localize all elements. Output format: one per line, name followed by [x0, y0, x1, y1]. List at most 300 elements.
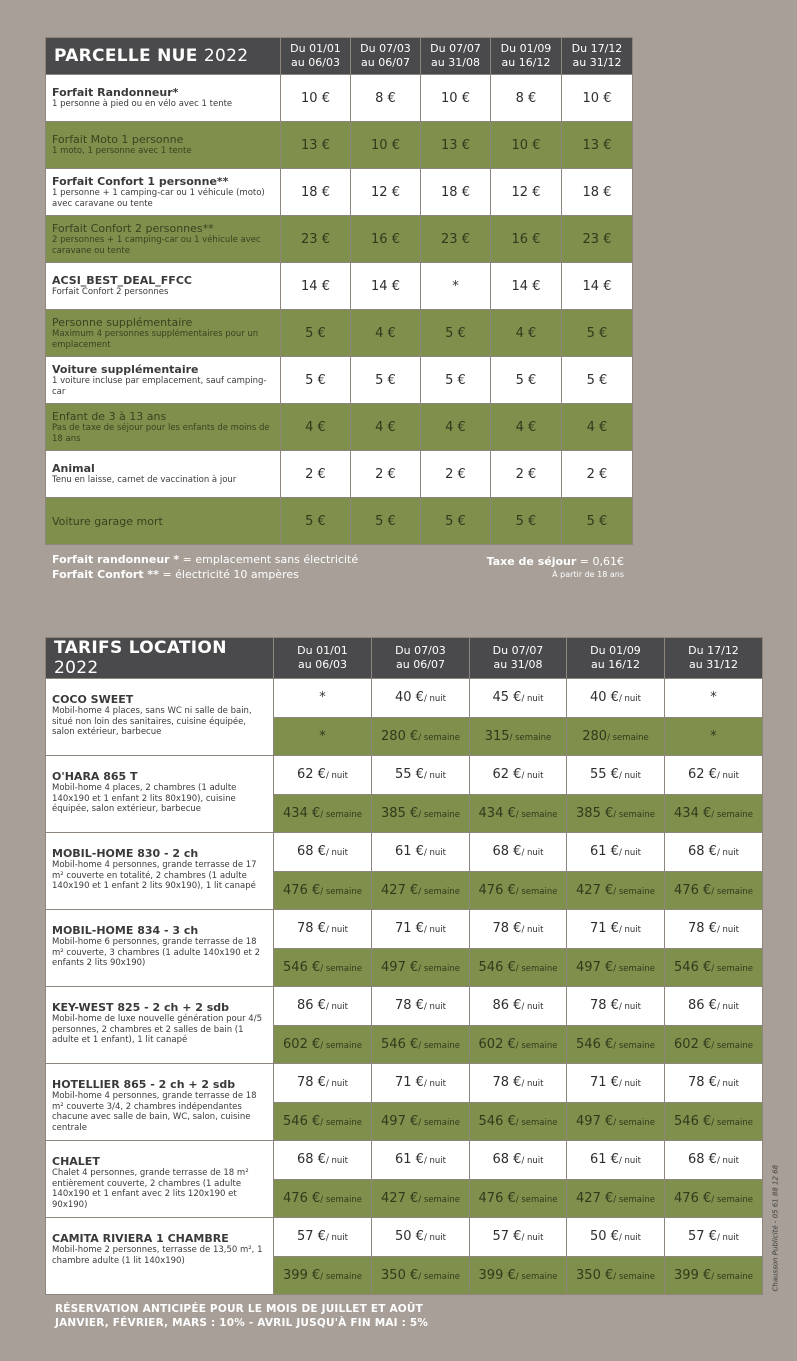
location-item-desc: Mobil-home 4 personnes, grande terrasse de 18 m² couverte 3/4, 2 chambres indépendantes chacune avec salle de bain, WC, salon, cuisine centrale — [52, 1091, 257, 1133]
parcelle-price: 2 € — [421, 451, 491, 498]
location-item-desc: Mobil-home 6 personnes, grande terrasse de 18 m² couverte, 3 chambres (1 adulte 140x190 et 2 enfants 2 lits 90x190) — [52, 937, 260, 968]
price-value: 476 € — [478, 882, 516, 898]
parcelle-row-name: Forfait Randonneur* — [52, 86, 179, 100]
price-unit: / semaine — [320, 1271, 362, 1282]
location-price-week — [665, 717, 763, 756]
location-price-week — [567, 1256, 665, 1295]
price-unit: / semaine — [320, 1117, 362, 1128]
location-price-night — [665, 1064, 763, 1103]
location-price-week — [274, 1256, 372, 1295]
price-unit: / nuit — [325, 925, 348, 936]
price-value: 399 € — [674, 1267, 712, 1283]
parcelle-row-label — [46, 451, 281, 498]
location-price-night — [372, 756, 470, 795]
price-value: 68 € — [297, 844, 326, 860]
location-period-3: Du 07/07 au 31/08 — [470, 638, 567, 679]
location-item-desc: Mobil-home 4 places, sans WC ni salle de bain, situé non loin des sanitaires, cuisine équipée, salon extérieur, barbecue — [52, 706, 252, 737]
location-item-label — [46, 910, 274, 987]
price-unit: / semaine — [515, 1117, 558, 1128]
price-value: 434 € — [478, 805, 516, 821]
tarifs-location-table — [45, 637, 763, 1295]
price-unit: / nuit — [618, 1002, 641, 1013]
parcelle-period-2: Du 07/03 au 06/07 — [351, 38, 421, 75]
location-price-week — [372, 794, 470, 833]
price-unit: / semaine — [711, 886, 753, 897]
location-price-week — [372, 717, 470, 756]
price-value: 315 — [484, 728, 510, 744]
parcelle-row-name: Voiture supplémentaire — [52, 363, 199, 376]
price-value: 434 € — [283, 805, 321, 821]
price-unit: / semaine — [613, 886, 655, 897]
location-price-night — [470, 987, 567, 1026]
location-price-night — [372, 1064, 470, 1103]
reservation-line-1: RÉSERVATION ANTICIPÉE POUR LE MOIS DE JUILLET ET AOÛT — [55, 1303, 424, 1315]
parcelle-title — [46, 38, 281, 75]
location-item-desc: Mobil-home 4 places, 2 chambres (1 adulte 140x190 et 1 enfant 2 lits 80x190), cuisine équipée, salon extérieur, barbecue — [52, 783, 237, 814]
price-unit: / semaine — [320, 886, 362, 897]
location-price-night — [665, 833, 763, 872]
location-price-night — [470, 1141, 567, 1180]
price-value: 61 € — [590, 1152, 619, 1168]
parcelle-price: 10 € — [351, 122, 421, 169]
location-price-night — [274, 987, 372, 1026]
parcelle-price: * — [421, 263, 491, 310]
parcelle-price: 12 € — [351, 169, 421, 216]
location-price-week — [274, 1179, 372, 1218]
parcelle-row-label — [46, 263, 281, 310]
location-row-night — [46, 987, 763, 1026]
parcelle-row — [46, 451, 633, 498]
price-unit: / nuit — [423, 771, 446, 782]
parcelle-nue-table — [45, 37, 633, 545]
price-value: 399 € — [478, 1267, 516, 1283]
parcelle-price: 8 € — [491, 75, 562, 122]
location-item-name: HOTELLIER 865 - 2 ch + 2 sdb — [52, 1078, 236, 1091]
location-price-night — [567, 756, 665, 795]
location-price-week — [665, 1102, 763, 1141]
parcelle-price: 4 € — [562, 404, 633, 451]
price-value: 78 € — [297, 921, 326, 937]
price-value: 280 — [582, 728, 608, 744]
taxe-sejour-sub: À partir de 18 ans — [552, 570, 624, 579]
parcelle-row-name: Enfant de 3 à 13 ans — [52, 410, 167, 423]
location-price-week — [470, 1025, 567, 1064]
parcelle-price: 5 € — [421, 498, 491, 545]
parcelle-price: 4 € — [351, 310, 421, 357]
price-unit: / nuit — [716, 1156, 739, 1167]
location-price-night — [567, 1064, 665, 1103]
location-price-week — [372, 871, 470, 910]
price-unit: / nuit — [423, 925, 446, 936]
parcelle-price: 16 € — [491, 216, 562, 263]
price-unit: / semaine — [613, 1194, 655, 1205]
location-price-week — [372, 1025, 470, 1064]
price-unit: / semaine — [613, 963, 655, 974]
price-unit: / nuit — [423, 1156, 446, 1167]
location-row-night — [46, 1064, 763, 1103]
location-item-name: MOBIL-HOME 830 - 2 ch — [52, 847, 199, 860]
price-value: 399 € — [283, 1267, 321, 1283]
price-value: 78 € — [297, 1075, 326, 1091]
parcelle-price: 5 € — [421, 310, 491, 357]
price-value: 55 € — [395, 767, 424, 783]
price-value: 68 € — [297, 1152, 326, 1168]
price-unit: / nuit — [423, 1002, 446, 1013]
price-value: 497 € — [381, 1113, 419, 1129]
location-price-week — [470, 717, 567, 756]
location-price-week — [470, 871, 567, 910]
price-unit: / nuit — [325, 1079, 348, 1090]
location-price-night — [665, 756, 763, 795]
location-price-night — [567, 1141, 665, 1180]
location-item-desc: Mobil-home 2 personnes, terrasse de 13,50 m², 1 chambre adulte (1 lit 140x190) — [52, 1245, 263, 1266]
parcelle-price: 5 € — [351, 498, 421, 545]
price-unit: / nuit — [521, 771, 544, 782]
parcelle-row — [46, 75, 633, 122]
price-value: 55 € — [590, 767, 619, 783]
parcelle-price: 5 € — [562, 310, 633, 357]
parcelle-price: 16 € — [351, 216, 421, 263]
location-row-night — [46, 756, 763, 795]
price-value: 476 € — [283, 1190, 321, 1206]
credit-text: Chausson Publicité - 05 61 88 12 68 — [771, 1164, 780, 1292]
location-title-text: TARIFS LOCATION — [54, 638, 227, 658]
parcelle-price: 5 € — [491, 357, 562, 404]
location-price-night — [665, 987, 763, 1026]
price-unit: / semaine — [711, 1194, 753, 1205]
parcelle-row — [46, 169, 633, 216]
price-value: 86 € — [492, 998, 522, 1014]
price-value: 78 € — [688, 921, 717, 937]
parcelle-price: 4 € — [491, 404, 562, 451]
price-unit: / semaine — [515, 963, 558, 974]
parcelle-row-desc: 1 personne à pied ou en vélo avec 1 tente — [52, 99, 233, 110]
parcelle-price: 4 € — [351, 404, 421, 451]
price-value: 546 € — [478, 959, 516, 975]
price-value: 71 € — [395, 921, 424, 937]
location-price-week — [567, 871, 665, 910]
location-price-night — [665, 679, 763, 718]
price-unit: / semaine — [613, 1040, 655, 1051]
price-value: 45 € — [492, 690, 522, 706]
parcelle-row-name: Animal — [52, 462, 95, 476]
price-unit: / semaine — [320, 963, 362, 974]
location-price-night — [372, 833, 470, 872]
location-price-night — [470, 1218, 567, 1257]
price-unit: / nuit — [325, 771, 348, 782]
price-unit: / nuit — [618, 694, 641, 705]
parcelle-period-3: Du 07/07 au 31/08 — [421, 38, 491, 75]
price-value: 427 € — [381, 882, 419, 898]
parcelle-row — [46, 263, 633, 310]
location-price-night — [372, 987, 470, 1026]
location-year: 2022 — [54, 658, 99, 678]
location-price-week — [665, 1179, 763, 1218]
location-period-2: Du 07/03 au 06/07 — [372, 638, 470, 679]
price-unit: / nuit — [716, 771, 739, 782]
price-unit: / nuit — [716, 848, 739, 859]
price-unit: / nuit — [618, 771, 641, 782]
parcelle-price: 5 € — [351, 357, 421, 404]
price-unit: / nuit — [521, 1156, 544, 1167]
location-price-week — [274, 871, 372, 910]
price-unit: / nuit — [618, 925, 641, 936]
parcelle-price: 18 € — [421, 169, 491, 216]
price-unit: / nuit — [618, 1233, 641, 1244]
parcelle-price: 23 € — [421, 216, 491, 263]
price-unit: / nuit — [618, 1156, 641, 1167]
price-value: 57 € — [492, 1229, 522, 1245]
location-price-night — [665, 910, 763, 949]
price-value: 62 € — [492, 767, 522, 783]
price-unit: / semaine — [515, 809, 558, 820]
parcelle-price: 5 € — [281, 498, 351, 545]
parcelle-row-desc: 1 voiture incluse par emplacement, sauf camping-car — [52, 376, 267, 397]
location-price-week — [567, 948, 665, 987]
parcelle-price: 4 € — [281, 404, 351, 451]
price-value: 476 € — [283, 882, 321, 898]
location-price-week — [274, 948, 372, 987]
price-value: 497 € — [576, 1113, 614, 1129]
location-price-night — [372, 679, 470, 718]
parcelle-row-desc: Forfait Confort 2 personnes — [52, 287, 169, 298]
price-value: 427 € — [576, 882, 614, 898]
price-value: 57 € — [688, 1229, 717, 1245]
price-unit: / nuit — [521, 1233, 544, 1244]
parcelle-price: 2 € — [562, 451, 633, 498]
location-price-night — [372, 910, 470, 949]
price-value: 546 € — [283, 1113, 321, 1129]
location-price-night — [470, 679, 567, 718]
parcelle-row-desc: Tenu en laisse, carnet de vaccination à jour — [52, 475, 237, 486]
location-item-name: COCO SWEET — [52, 693, 134, 706]
parcelle-row-name: Voiture garage mort — [52, 514, 163, 528]
price-unit: / semaine — [418, 886, 460, 897]
price-unit: / nuit — [716, 1079, 739, 1090]
credit-vertical — [768, 1160, 782, 1295]
location-price-night — [470, 910, 567, 949]
parcelle-price: 13 € — [421, 122, 491, 169]
price-value: 546 € — [674, 959, 712, 975]
price-unit: / nuit — [521, 925, 544, 936]
price-value: 602 € — [478, 1036, 516, 1052]
price-unit: / semaine — [418, 1271, 460, 1282]
parcelle-price: 2 € — [351, 451, 421, 498]
location-price-night — [372, 1141, 470, 1180]
price-value: 546 € — [381, 1036, 419, 1052]
location-price-night — [665, 1218, 763, 1257]
price-value: 68 € — [492, 844, 522, 860]
price-unit: / nuit — [423, 694, 446, 705]
parcelle-price: 14 € — [281, 263, 351, 310]
parcelle-period-5: Du 17/12 au 31/12 — [562, 38, 633, 75]
price-unit: / semaine — [515, 886, 558, 897]
location-price-week — [665, 871, 763, 910]
price-value: 497 € — [381, 959, 419, 975]
location-item-name: CAMITA RIVIERA 1 CHAMBRE — [52, 1232, 229, 1245]
location-price-week — [274, 794, 372, 833]
price-unit: / nuit — [521, 694, 544, 705]
price-value: 385 € — [576, 805, 614, 821]
parcelle-row-desc: 1 personne + 1 camping-car ou 1 véhicule (moto) avec caravane ou tente — [52, 188, 265, 209]
parcelle-row-desc: Maximum 4 personnes supplémentaires pour un emplacement — [52, 329, 259, 350]
price-unit: / semaine — [607, 732, 649, 743]
parcelle-price: 14 € — [491, 263, 562, 310]
price-value: 427 € — [381, 1190, 419, 1206]
parcelle-price: 2 € — [491, 451, 562, 498]
location-price-week — [567, 1102, 665, 1141]
parcelle-title-text: PARCELLE NUE — [54, 46, 198, 66]
parcelle-price: 10 € — [421, 75, 491, 122]
location-item-name: O'HARA 865 T — [52, 770, 138, 783]
price-unit: / semaine — [418, 1117, 460, 1128]
location-item-desc: Mobil-home de luxe nouvelle génération pour 4/5 personnes, 2 chambres et 2 salles de bain (1 adulte et 1 enfant), 1 lit canapé — [52, 1014, 262, 1045]
price-unit: / semaine — [613, 1117, 655, 1128]
parcelle-price: 5 € — [562, 357, 633, 404]
price-value: 476 € — [674, 882, 712, 898]
price-value: 350 € — [576, 1267, 614, 1283]
parcelle-price: 23 € — [562, 216, 633, 263]
location-item-name: CHALET — [52, 1155, 100, 1168]
price-unit: / semaine — [320, 1040, 362, 1051]
price-unit: / nuit — [325, 1002, 348, 1013]
price-unit: / semaine — [418, 1194, 460, 1205]
reservation-note — [55, 1302, 428, 1330]
price-value: 78 € — [395, 998, 424, 1014]
note-randonneur: Forfait randonneur * = emplacement sans électricité — [52, 553, 359, 566]
parcelle-price: 5 € — [281, 310, 351, 357]
parcelle-price: 2 € — [281, 451, 351, 498]
parcelle-period-1: Du 01/01 au 06/03 — [281, 38, 351, 75]
price-value: 78 € — [688, 1075, 717, 1091]
price-value: 40 € — [590, 690, 619, 706]
location-price-night — [372, 1218, 470, 1257]
price-unit: / nuit — [716, 1002, 739, 1013]
price-unit: / nuit — [423, 1233, 446, 1244]
location-price-week — [372, 1256, 470, 1295]
price-value: 427 € — [576, 1190, 614, 1206]
location-price-night — [470, 833, 567, 872]
price-value: 476 € — [478, 1190, 516, 1206]
location-price-week — [665, 1256, 763, 1295]
price-value: 86 € — [297, 998, 326, 1014]
price-value: * — [319, 690, 326, 706]
price-value: 71 € — [395, 1075, 424, 1091]
parcelle-price: 5 € — [491, 498, 562, 545]
location-item-label — [46, 1141, 274, 1218]
location-price-week — [470, 948, 567, 987]
parcelle-row-name: Forfait Moto 1 personne — [52, 133, 184, 147]
price-unit: / nuit — [325, 1156, 348, 1167]
location-price-night — [274, 1218, 372, 1257]
location-row-night — [46, 833, 763, 872]
price-value: 61 € — [590, 844, 619, 860]
parcelle-price: 10 € — [491, 122, 562, 169]
location-item-desc: Mobil-home 4 personnes, grande terrasse de 17 m² couverte en totalité, 2 chambres (1 adulte 140x190 et 1 enfant 2 lits 90x190), 1 lit canapé — [52, 860, 257, 891]
parcelle-row-name: Forfait Confort 1 personne** — [52, 175, 229, 188]
price-unit: / nuit — [521, 1002, 544, 1013]
location-price-night — [470, 1064, 567, 1103]
parcelle-price: 10 € — [562, 75, 633, 122]
location-price-week — [274, 717, 372, 756]
price-value: 61 € — [395, 1152, 424, 1168]
price-unit: / nuit — [716, 1233, 739, 1244]
price-unit: / semaine — [515, 1040, 558, 1051]
location-row-night — [46, 679, 763, 718]
price-value: 546 € — [674, 1113, 712, 1129]
parcelle-price: 14 € — [562, 263, 633, 310]
location-item-name: MOBIL-HOME 834 - 3 ch — [52, 924, 199, 937]
price-value: 385 € — [381, 805, 419, 821]
location-price-night — [274, 756, 372, 795]
parcelle-row-label — [46, 122, 281, 169]
location-price-week — [372, 1102, 470, 1141]
location-price-night — [274, 1064, 372, 1103]
parcelle-row — [46, 357, 633, 404]
price-unit: / semaine — [711, 1271, 753, 1282]
price-value: 546 € — [478, 1113, 516, 1129]
price-value: 40 € — [395, 690, 424, 706]
parcelle-price: 12 € — [491, 169, 562, 216]
price-unit: / semaine — [711, 809, 753, 820]
price-value: * — [710, 728, 717, 744]
location-row-night — [46, 1141, 763, 1180]
reservation-line-2: JANVIER, FÉVRIER, MARS : 10% - AVRIL JUSQU'À FIN MAI : 5% — [55, 1317, 429, 1329]
price-unit: / semaine — [613, 809, 655, 820]
price-value: 546 € — [576, 1036, 614, 1052]
location-item-label — [46, 679, 274, 756]
price-value: 62 € — [688, 767, 717, 783]
note-confort: Forfait Confort ** = électricité 10 ampères — [52, 568, 299, 581]
price-value: 476 € — [674, 1190, 712, 1206]
price-unit: / semaine — [613, 1271, 655, 1282]
location-price-night — [567, 987, 665, 1026]
parcelle-period-4: Du 01/09 au 16/12 — [491, 38, 562, 75]
price-unit: / semaine — [711, 963, 753, 974]
price-value: 602 € — [674, 1036, 712, 1052]
location-price-week — [470, 794, 567, 833]
parcelle-price: 13 € — [281, 122, 351, 169]
parcelle-row-label — [46, 310, 281, 357]
location-price-night — [665, 1141, 763, 1180]
location-price-week — [567, 1179, 665, 1218]
parcelle-row-label — [46, 169, 281, 216]
parcelle-price: 5 € — [281, 357, 351, 404]
parcelle-row-label — [46, 357, 281, 404]
location-price-week — [372, 948, 470, 987]
price-value: 57 € — [297, 1229, 326, 1245]
price-unit: / semaine — [320, 1194, 362, 1205]
price-unit: / semaine — [515, 1194, 558, 1205]
parcelle-price: 18 € — [281, 169, 351, 216]
parcelle-header-row — [46, 38, 633, 75]
location-item-label — [46, 1218, 274, 1295]
location-price-night — [470, 756, 567, 795]
price-value: 50 € — [395, 1229, 424, 1245]
location-price-week — [470, 1256, 567, 1295]
parcelle-row-desc: 2 personnes + 1 camping-car ou 1 véhicule avec caravane ou tente — [52, 235, 261, 256]
location-item-label — [46, 833, 274, 910]
price-unit: / nuit — [325, 848, 348, 859]
location-row-night — [46, 1218, 763, 1257]
price-unit: / semaine — [320, 809, 362, 820]
parcelle-row — [46, 216, 633, 263]
price-unit: / nuit — [521, 848, 544, 859]
parcelle-price: 18 € — [562, 169, 633, 216]
location-item-label — [46, 987, 274, 1064]
price-value: 78 € — [492, 1075, 522, 1091]
parcelle-price: 13 € — [562, 122, 633, 169]
